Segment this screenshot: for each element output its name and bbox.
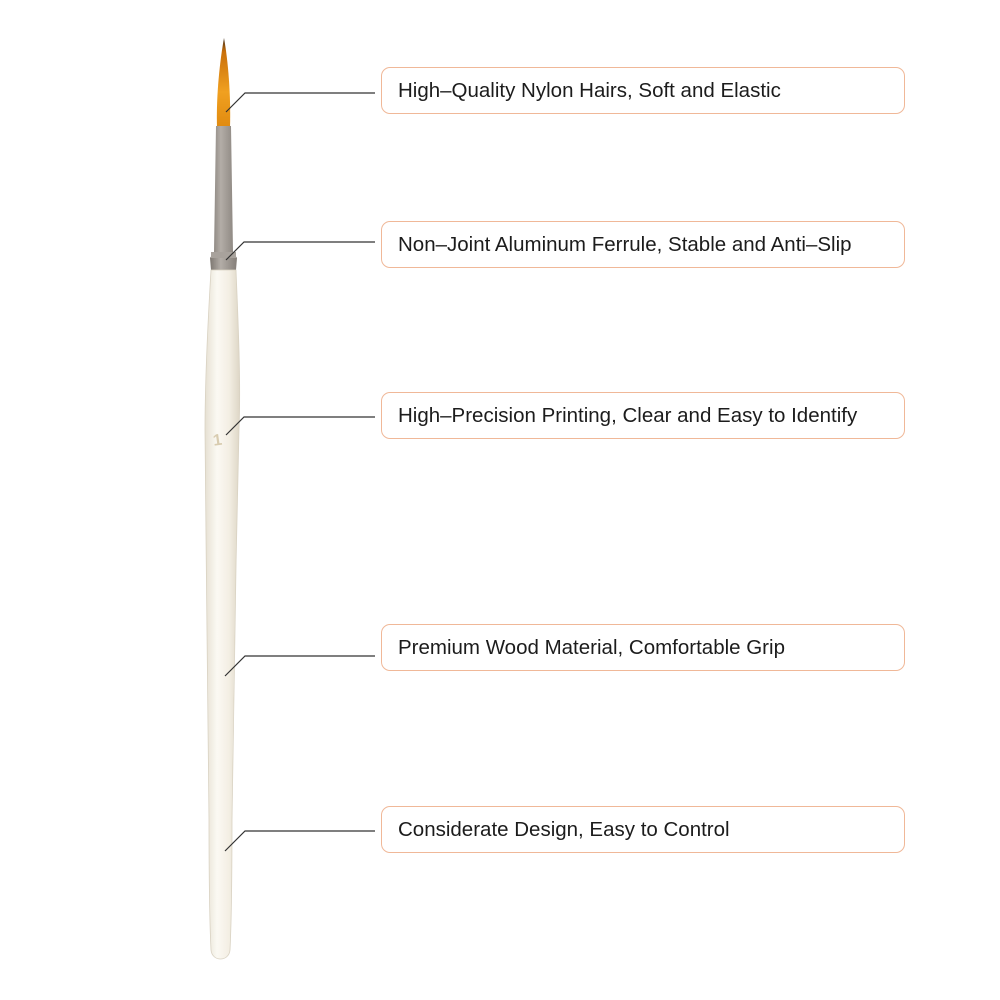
leader-line-bristles <box>226 93 375 112</box>
size-marking: 1 <box>211 431 224 450</box>
feature-callout-ferrule <box>381 221 905 268</box>
feature-label: High–Quality Nylon Hairs, Soft and Elastic <box>398 78 781 102</box>
leader-line-ferrule <box>226 242 375 260</box>
ferrule <box>210 126 237 270</box>
handle <box>205 270 240 959</box>
feature-callout-wood <box>381 624 905 671</box>
feature-label: Considerate Design, Easy to Control <box>398 817 730 841</box>
feature-label: High–Precision Printing, Clear and Easy to Identify <box>398 403 858 427</box>
feature-label: Non–Joint Aluminum Ferrule, Stable and Anti–Slip <box>398 232 852 256</box>
feature-callout-design <box>381 806 905 853</box>
leader-line-handle <box>225 656 375 676</box>
leader-line-printing <box>226 417 375 435</box>
bristles <box>217 38 230 128</box>
leader-line-handle-end <box>225 831 375 851</box>
feature-callout-printing <box>381 392 905 439</box>
feature-label: Premium Wood Material, Comfortable Grip <box>398 635 785 659</box>
feature-callout-bristles <box>381 67 905 114</box>
ferrule-ring <box>211 252 236 258</box>
